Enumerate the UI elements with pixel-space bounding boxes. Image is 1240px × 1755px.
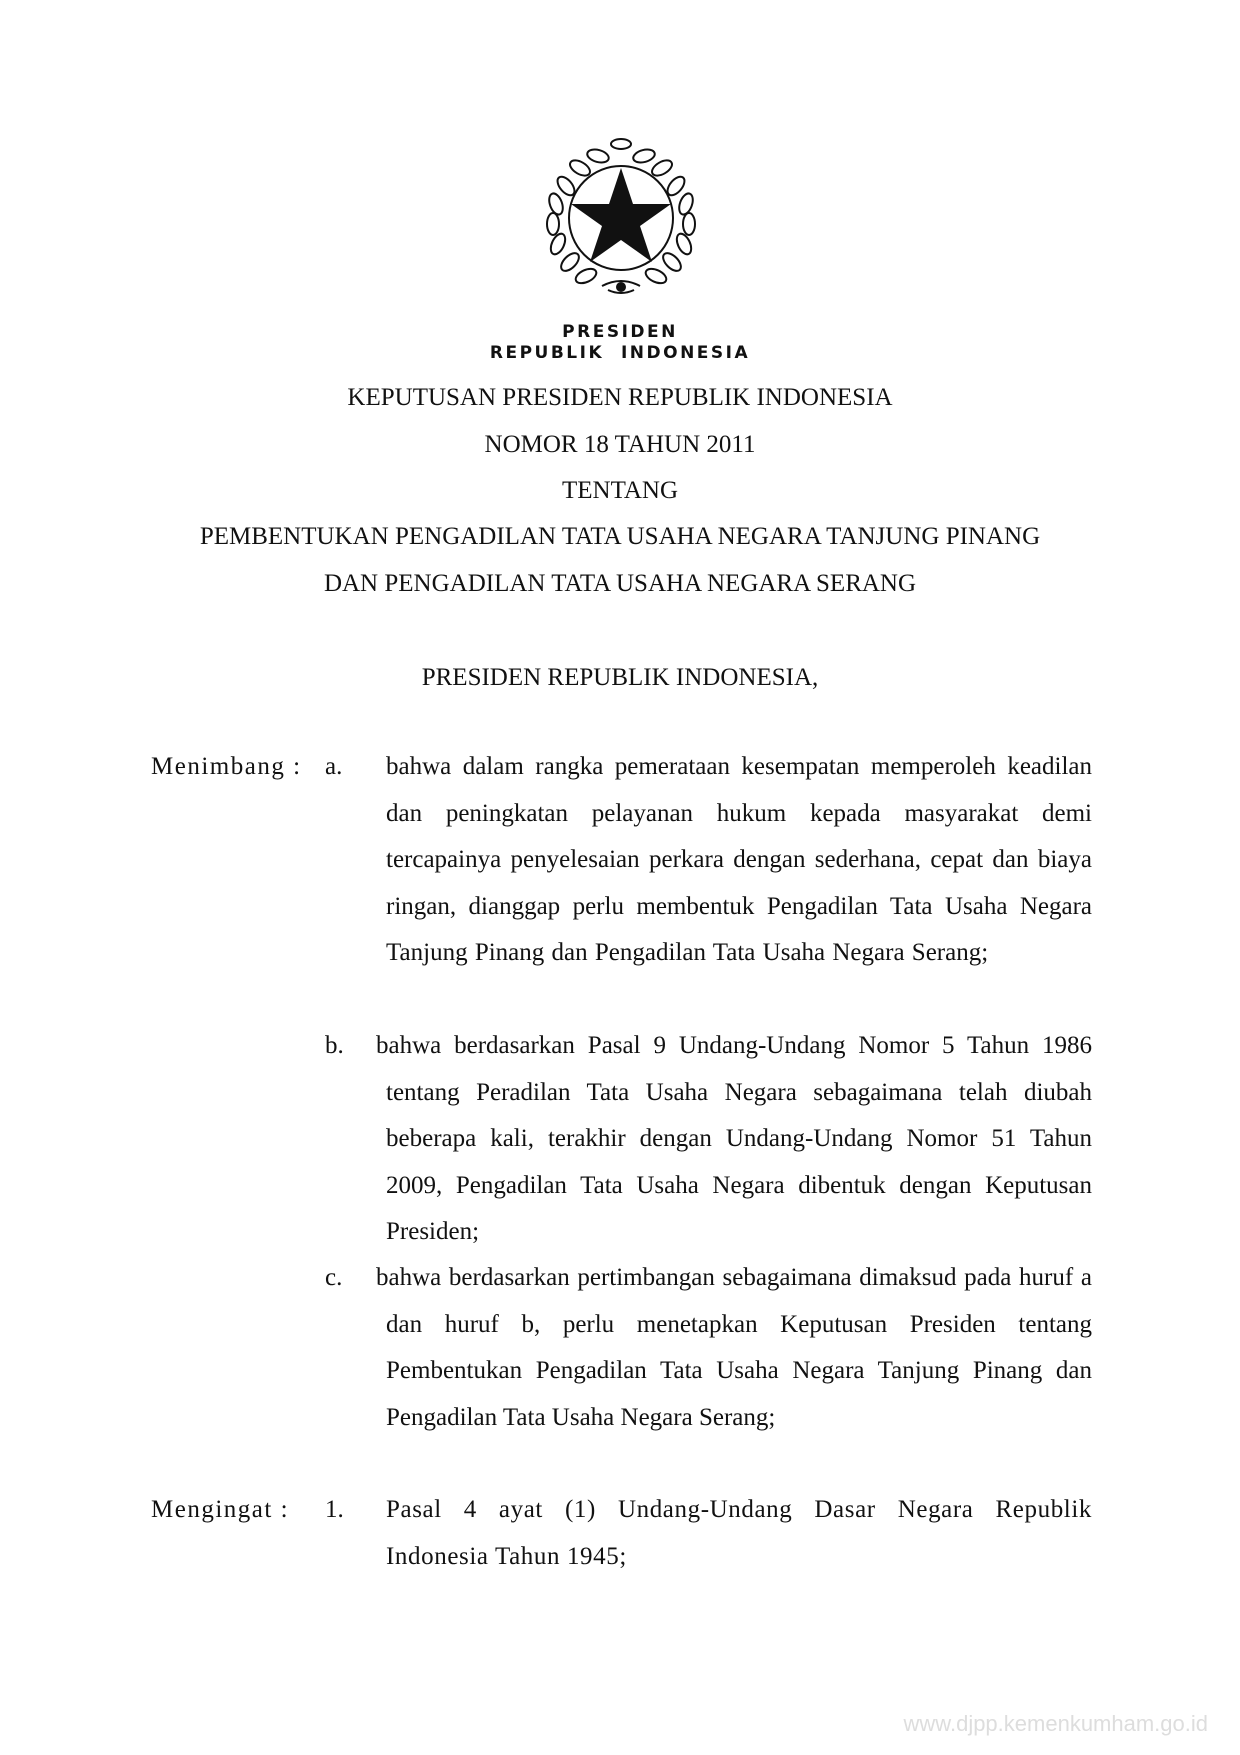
mengingat-1-marker: 1. [325,1496,344,1523]
menimbang-b-marker: b. [325,1032,344,1059]
mengingat-label: Mengingat : [151,1496,290,1523]
menimbang-b-text: bahwa berdasarkan Pasal 9 Undang-Undang Nomor 5 Tahun 1986 tentang Peradilan Tata Usaha Negara sebagaimana telah diubah beberapa kali, terakhir dengan Undang-Undang Nomor 51 Tahun 2009, Pengadilan Tata Usaha Negara dibentuk dengan Keputusan Presiden; [376,1032,1092,1246]
menimbang-label: Menimbang : [151,753,302,780]
menimbang-a-marker: a. [325,753,343,780]
document-title: KEPUTUSAN PRESIDEN REPUBLIK INDONESIA [347,384,893,411]
emblem-caption-republik: REPUBLIK INDONESIA [489,343,751,363]
mengingat-1-text: Pasal 4 ayat (1) Undang-Undang Dasar Negara Republik Indonesia Tahun 1945; [386,1496,1092,1570]
document-number: NOMOR 18 TAHUN 2011 [484,431,756,458]
presidential-seal-icon [536,126,706,298]
document-subject-line2: DAN PENGADILAN TATA USAHA NEGARA SERANG [323,570,917,597]
watermark-url: www.djpp.kemenkumham.go.id [903,1711,1208,1736]
emblem-caption-presiden: PRESIDEN [562,322,678,342]
document-subject-line1: PEMBENTUKAN PENGADILAN TATA USAHA NEGARA TANJUNG PINANG [199,523,1041,550]
issuer-line: PRESIDEN REPUBLIK INDONESIA, [421,664,819,691]
menimbang-c-marker: c. [325,1264,343,1291]
menimbang-c-text: bahwa berdasarkan pertimbangan sebagaimana dimaksud pada huruf a dan huruf b, perlu menetapkan Keputusan Presiden tentang Pembentukan Pengadilan Tata Usaha Negara Tanjung Pinang dan Pengadilan Tata Usaha Negara Serang; [376,1264,1092,1431]
menimbang-a-text: bahwa dalam rangka pemerataan kesempatan memperoleh keadilan dan peningkatan pelayanan hukum kepada masyarakat demi tercapainya penyelesaian perkara dengan sederhana, cepat dan biaya ringan, dianggap perlu membentuk Pengadilan Tata Usaha Negara Tanjung Pinang dan Pengadilan Tata Usaha Negara Serang; [386,753,1092,967]
document-about: TENTANG [561,477,679,504]
